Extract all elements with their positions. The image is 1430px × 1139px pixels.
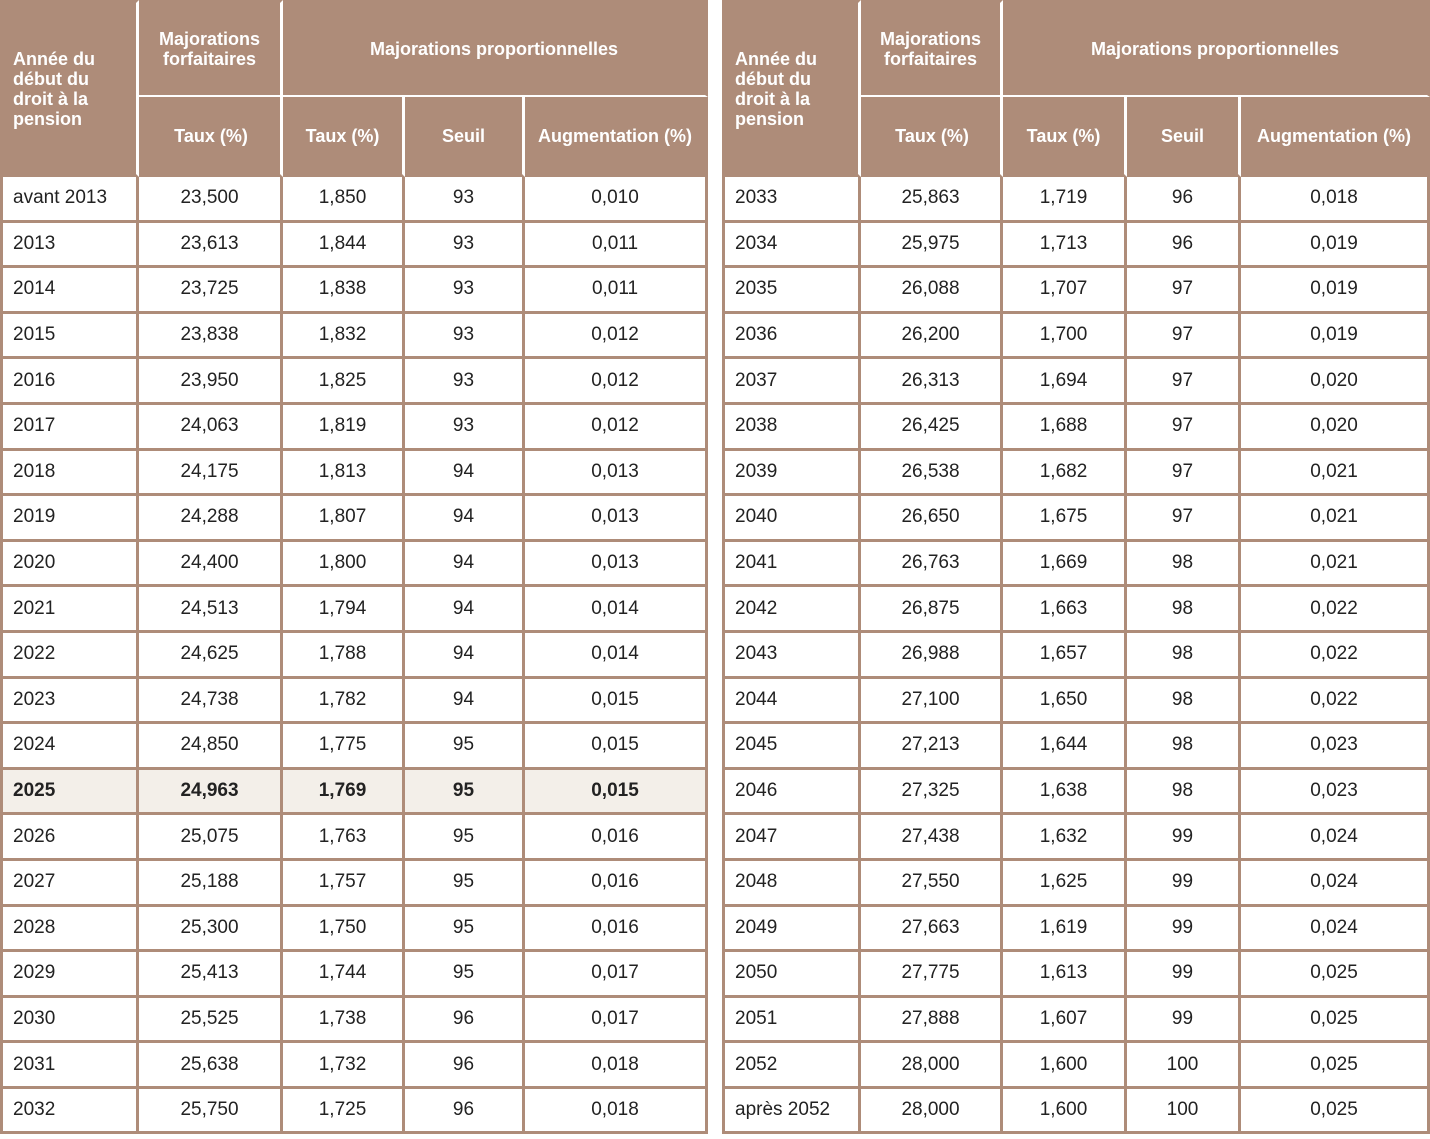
flat-rate-cell: 25,413 bbox=[139, 952, 283, 998]
flat-rate-cell: 24,963 bbox=[139, 770, 283, 816]
year-cell: 2033 bbox=[722, 177, 861, 223]
table-row bbox=[0, 1043, 708, 1089]
table-row bbox=[722, 998, 1430, 1044]
increase-cell: 0,015 bbox=[525, 724, 708, 770]
flat-header: Majorations forfaitaires bbox=[861, 0, 1003, 97]
table-row bbox=[0, 998, 708, 1044]
year-cell: 2032 bbox=[0, 1089, 139, 1135]
year-cell: 2038 bbox=[722, 405, 861, 451]
table-row bbox=[0, 405, 708, 451]
prop-rate-cell: 1,619 bbox=[1003, 907, 1127, 953]
year-cell: 2039 bbox=[722, 451, 861, 497]
table-row bbox=[0, 542, 708, 588]
prop-rate-cell: 1,663 bbox=[1003, 587, 1127, 633]
year-cell: 2024 bbox=[0, 724, 139, 770]
threshold-cell: 93 bbox=[405, 314, 525, 360]
increase-cell: 0,013 bbox=[525, 496, 708, 542]
threshold-cell: 93 bbox=[405, 405, 525, 451]
flat-rate-cell: 25,750 bbox=[139, 1089, 283, 1135]
flat-rate-cell: 26,538 bbox=[861, 451, 1003, 497]
increase-cell: 0,016 bbox=[525, 907, 708, 953]
increase-cell: 0,015 bbox=[525, 770, 708, 816]
table-row bbox=[722, 314, 1430, 360]
flat-rate-cell: 28,000 bbox=[861, 1043, 1003, 1089]
prop-rate-cell: 1,613 bbox=[1003, 952, 1127, 998]
increase-cell: 0,025 bbox=[1241, 1043, 1430, 1089]
prop-rate-cell: 1,775 bbox=[283, 724, 405, 770]
flat-rate-cell: 27,888 bbox=[861, 998, 1003, 1044]
increase-cell: 0,011 bbox=[525, 268, 708, 314]
year-cell: 2036 bbox=[722, 314, 861, 360]
threshold-cell: 98 bbox=[1127, 542, 1241, 588]
threshold-cell: 93 bbox=[405, 177, 525, 223]
prop-rate-cell: 1,844 bbox=[283, 223, 405, 269]
flat-rate-cell: 26,088 bbox=[861, 268, 1003, 314]
prop-rate-cell: 1,682 bbox=[1003, 451, 1127, 497]
year-cell: 2035 bbox=[722, 268, 861, 314]
prop-rate-cell: 1,738 bbox=[283, 998, 405, 1044]
table-row bbox=[0, 952, 708, 998]
table-row bbox=[0, 496, 708, 542]
increase-cell: 0,024 bbox=[1241, 907, 1430, 953]
increase-cell: 0,018 bbox=[525, 1043, 708, 1089]
threshold-cell: 99 bbox=[1127, 907, 1241, 953]
prop-rate-cell: 1,788 bbox=[283, 633, 405, 679]
year-cell: 2029 bbox=[0, 952, 139, 998]
year-header: Année du début du droit à la pension bbox=[0, 0, 139, 177]
year-cell: 2022 bbox=[0, 633, 139, 679]
prop-rate-cell: 1,838 bbox=[283, 268, 405, 314]
prop-rate-cell: 1,819 bbox=[283, 405, 405, 451]
flat-rate-cell: 27,438 bbox=[861, 815, 1003, 861]
table-row bbox=[722, 405, 1430, 451]
flat-rate-cell: 26,875 bbox=[861, 587, 1003, 633]
threshold-cell: 98 bbox=[1127, 587, 1241, 633]
year-cell: 2014 bbox=[0, 268, 139, 314]
flat-rate-cell: 25,525 bbox=[139, 998, 283, 1044]
increase-cell: 0,019 bbox=[1241, 223, 1430, 269]
table-row bbox=[722, 679, 1430, 725]
prop-rate-cell: 1,719 bbox=[1003, 177, 1127, 223]
prop-rate-cell: 1,600 bbox=[1003, 1043, 1127, 1089]
year-cell: après 2052 bbox=[722, 1089, 861, 1135]
flat-rate-header: Taux (%) bbox=[139, 97, 283, 177]
increase-cell: 0,012 bbox=[525, 405, 708, 451]
flat-rate-cell: 24,513 bbox=[139, 587, 283, 633]
prop-rate-cell: 1,794 bbox=[283, 587, 405, 633]
threshold-cell: 94 bbox=[405, 542, 525, 588]
table-row bbox=[722, 861, 1430, 907]
year-cell: 2037 bbox=[722, 359, 861, 405]
flat-rate-cell: 24,175 bbox=[139, 451, 283, 497]
year-cell: 2051 bbox=[722, 998, 861, 1044]
flat-rate-cell: 27,100 bbox=[861, 679, 1003, 725]
flat-rate-cell: 26,988 bbox=[861, 633, 1003, 679]
increase-cell: 0,021 bbox=[1241, 496, 1430, 542]
threshold-cell: 96 bbox=[1127, 177, 1241, 223]
threshold-cell: 97 bbox=[1127, 268, 1241, 314]
threshold-cell: 99 bbox=[1127, 952, 1241, 998]
threshold-cell: 100 bbox=[1127, 1043, 1241, 1089]
right-table-body bbox=[722, 177, 1430, 1134]
prop-rate-cell: 1,850 bbox=[283, 177, 405, 223]
table-row bbox=[0, 451, 708, 497]
flat-rate-cell: 26,425 bbox=[861, 405, 1003, 451]
prop-rate-cell: 1,763 bbox=[283, 815, 405, 861]
threshold-cell: 93 bbox=[405, 223, 525, 269]
flat-rate-cell: 24,850 bbox=[139, 724, 283, 770]
flat-rate-cell: 23,500 bbox=[139, 177, 283, 223]
prop-rate-cell: 1,632 bbox=[1003, 815, 1127, 861]
threshold-cell: 99 bbox=[1127, 998, 1241, 1044]
year-cell: 2023 bbox=[0, 679, 139, 725]
year-cell: 2047 bbox=[722, 815, 861, 861]
prop-rate-cell: 1,625 bbox=[1003, 861, 1127, 907]
threshold-cell: 97 bbox=[1127, 496, 1241, 542]
table-row bbox=[0, 633, 708, 679]
flat-rate-cell: 26,313 bbox=[861, 359, 1003, 405]
table-row bbox=[722, 359, 1430, 405]
prop-rate-cell: 1,750 bbox=[283, 907, 405, 953]
increase-header: Augmentation (%) bbox=[525, 97, 708, 177]
threshold-cell: 99 bbox=[1127, 861, 1241, 907]
flat-rate-cell: 23,950 bbox=[139, 359, 283, 405]
year-cell: 2018 bbox=[0, 451, 139, 497]
flat-rate-cell: 27,663 bbox=[861, 907, 1003, 953]
threshold-cell: 97 bbox=[1127, 405, 1241, 451]
flat-rate-cell: 23,838 bbox=[139, 314, 283, 360]
year-cell: 2044 bbox=[722, 679, 861, 725]
year-cell: 2015 bbox=[0, 314, 139, 360]
year-cell: 2027 bbox=[0, 861, 139, 907]
table-row bbox=[0, 770, 708, 816]
flat-rate-cell: 27,325 bbox=[861, 770, 1003, 816]
year-cell: 2049 bbox=[722, 907, 861, 953]
year-cell: 2030 bbox=[0, 998, 139, 1044]
prop-rate-cell: 1,600 bbox=[1003, 1089, 1127, 1135]
table-row bbox=[0, 815, 708, 861]
increase-cell: 0,019 bbox=[1241, 268, 1430, 314]
increase-cell: 0,016 bbox=[525, 861, 708, 907]
increase-cell: 0,013 bbox=[525, 542, 708, 588]
threshold-cell: 94 bbox=[405, 451, 525, 497]
increase-header: Augmentation (%) bbox=[1241, 97, 1430, 177]
prop-rate-header: Taux (%) bbox=[283, 97, 405, 177]
increase-cell: 0,018 bbox=[1241, 177, 1430, 223]
prop-rate-cell: 1,813 bbox=[283, 451, 405, 497]
increase-cell: 0,014 bbox=[525, 587, 708, 633]
flat-rate-cell: 27,213 bbox=[861, 724, 1003, 770]
prop-rate-cell: 1,807 bbox=[283, 496, 405, 542]
prop-rate-cell: 1,669 bbox=[1003, 542, 1127, 588]
flat-rate-cell: 24,625 bbox=[139, 633, 283, 679]
prop-rate-cell: 1,650 bbox=[1003, 679, 1127, 725]
flat-rate-cell: 25,300 bbox=[139, 907, 283, 953]
increase-cell: 0,023 bbox=[1241, 770, 1430, 816]
threshold-cell: 96 bbox=[1127, 223, 1241, 269]
prop-rate-header: Taux (%) bbox=[1003, 97, 1127, 177]
threshold-cell: 95 bbox=[405, 861, 525, 907]
increase-cell: 0,020 bbox=[1241, 405, 1430, 451]
threshold-cell: 98 bbox=[1127, 679, 1241, 725]
table-row bbox=[722, 1043, 1430, 1089]
flat-rate-cell: 25,638 bbox=[139, 1043, 283, 1089]
increase-cell: 0,010 bbox=[525, 177, 708, 223]
threshold-header: Seuil bbox=[1127, 97, 1241, 177]
prop-rate-cell: 1,688 bbox=[1003, 405, 1127, 451]
increase-cell: 0,017 bbox=[525, 952, 708, 998]
prop-rate-cell: 1,707 bbox=[1003, 268, 1127, 314]
threshold-cell: 95 bbox=[405, 815, 525, 861]
flat-rate-cell: 26,763 bbox=[861, 542, 1003, 588]
threshold-cell: 93 bbox=[405, 359, 525, 405]
increase-cell: 0,022 bbox=[1241, 633, 1430, 679]
flat-rate-cell: 26,650 bbox=[861, 496, 1003, 542]
table-row bbox=[0, 1089, 708, 1135]
increase-cell: 0,021 bbox=[1241, 542, 1430, 588]
table-row bbox=[0, 907, 708, 953]
flat-rate-cell: 28,000 bbox=[861, 1089, 1003, 1135]
proportional-header: Majorations proportionnelles bbox=[1003, 0, 1430, 97]
table-row bbox=[722, 587, 1430, 633]
year-cell: avant 2013 bbox=[0, 177, 139, 223]
threshold-cell: 95 bbox=[405, 770, 525, 816]
prop-rate-cell: 1,832 bbox=[283, 314, 405, 360]
year-cell: 2013 bbox=[0, 223, 139, 269]
increase-cell: 0,014 bbox=[525, 633, 708, 679]
table-row bbox=[0, 679, 708, 725]
flat-rate-cell: 25,863 bbox=[861, 177, 1003, 223]
threshold-cell: 93 bbox=[405, 268, 525, 314]
right-table bbox=[722, 0, 1430, 1134]
year-cell: 2016 bbox=[0, 359, 139, 405]
threshold-cell: 95 bbox=[405, 724, 525, 770]
prop-rate-cell: 1,732 bbox=[283, 1043, 405, 1089]
table-row bbox=[722, 1089, 1430, 1135]
year-cell: 2031 bbox=[0, 1043, 139, 1089]
flat-rate-cell: 23,725 bbox=[139, 268, 283, 314]
year-cell: 2041 bbox=[722, 542, 861, 588]
prop-rate-cell: 1,713 bbox=[1003, 223, 1127, 269]
threshold-cell: 99 bbox=[1127, 815, 1241, 861]
prop-rate-cell: 1,825 bbox=[283, 359, 405, 405]
increase-cell: 0,024 bbox=[1241, 861, 1430, 907]
increase-cell: 0,025 bbox=[1241, 998, 1430, 1044]
year-cell: 2052 bbox=[722, 1043, 861, 1089]
threshold-cell: 98 bbox=[1127, 724, 1241, 770]
flat-rate-cell: 25,188 bbox=[139, 861, 283, 907]
increase-cell: 0,011 bbox=[525, 223, 708, 269]
threshold-cell: 96 bbox=[405, 1089, 525, 1135]
prop-rate-cell: 1,694 bbox=[1003, 359, 1127, 405]
increase-cell: 0,025 bbox=[1241, 1089, 1430, 1135]
prop-rate-cell: 1,769 bbox=[283, 770, 405, 816]
table-row bbox=[0, 268, 708, 314]
table-row bbox=[0, 177, 708, 223]
proportional-header: Majorations proportionnelles bbox=[283, 0, 708, 97]
increase-cell: 0,018 bbox=[525, 1089, 708, 1135]
year-cell: 2045 bbox=[722, 724, 861, 770]
prop-rate-cell: 1,800 bbox=[283, 542, 405, 588]
threshold-cell: 97 bbox=[1127, 451, 1241, 497]
threshold-cell: 94 bbox=[405, 587, 525, 633]
increase-cell: 0,020 bbox=[1241, 359, 1430, 405]
table-row bbox=[722, 223, 1430, 269]
flat-rate-cell: 27,550 bbox=[861, 861, 1003, 907]
prop-rate-cell: 1,657 bbox=[1003, 633, 1127, 679]
year-cell: 2048 bbox=[722, 861, 861, 907]
increase-cell: 0,022 bbox=[1241, 587, 1430, 633]
table-row bbox=[722, 496, 1430, 542]
flat-rate-cell: 25,075 bbox=[139, 815, 283, 861]
flat-rate-cell: 25,975 bbox=[861, 223, 1003, 269]
flat-rate-cell: 26,200 bbox=[861, 314, 1003, 360]
increase-cell: 0,025 bbox=[1241, 952, 1430, 998]
prop-rate-cell: 1,607 bbox=[1003, 998, 1127, 1044]
table-row bbox=[722, 542, 1430, 588]
threshold-cell: 98 bbox=[1127, 633, 1241, 679]
table-row bbox=[722, 177, 1430, 223]
threshold-cell: 95 bbox=[405, 907, 525, 953]
flat-rate-cell: 27,775 bbox=[861, 952, 1003, 998]
threshold-cell: 94 bbox=[405, 633, 525, 679]
left-table-body bbox=[0, 177, 708, 1134]
year-cell: 2028 bbox=[0, 907, 139, 953]
table-row bbox=[0, 861, 708, 907]
threshold-cell: 100 bbox=[1127, 1089, 1241, 1135]
prop-rate-cell: 1,675 bbox=[1003, 496, 1127, 542]
year-cell: 2034 bbox=[722, 223, 861, 269]
increase-cell: 0,017 bbox=[525, 998, 708, 1044]
prop-rate-cell: 1,782 bbox=[283, 679, 405, 725]
threshold-cell: 95 bbox=[405, 952, 525, 998]
flat-rate-cell: 23,613 bbox=[139, 223, 283, 269]
table-row bbox=[722, 815, 1430, 861]
year-cell: 2050 bbox=[722, 952, 861, 998]
increase-cell: 0,015 bbox=[525, 679, 708, 725]
left-table bbox=[0, 0, 708, 1134]
year-cell: 2040 bbox=[722, 496, 861, 542]
prop-rate-cell: 1,725 bbox=[283, 1089, 405, 1135]
flat-rate-header: Taux (%) bbox=[861, 97, 1003, 177]
increase-cell: 0,023 bbox=[1241, 724, 1430, 770]
table-row bbox=[722, 451, 1430, 497]
prop-rate-cell: 1,744 bbox=[283, 952, 405, 998]
table-row bbox=[722, 952, 1430, 998]
table-row bbox=[722, 770, 1430, 816]
increase-cell: 0,021 bbox=[1241, 451, 1430, 497]
increase-cell: 0,012 bbox=[525, 314, 708, 360]
threshold-cell: 96 bbox=[405, 998, 525, 1044]
year-cell: 2042 bbox=[722, 587, 861, 633]
year-cell: 2046 bbox=[722, 770, 861, 816]
threshold-cell: 94 bbox=[405, 679, 525, 725]
table-row bbox=[0, 724, 708, 770]
year-cell: 2020 bbox=[0, 542, 139, 588]
flat-header: Majorations forfaitaires bbox=[139, 0, 283, 97]
year-cell: 2025 bbox=[0, 770, 139, 816]
table-row bbox=[0, 359, 708, 405]
threshold-cell: 97 bbox=[1127, 314, 1241, 360]
year-cell: 2043 bbox=[722, 633, 861, 679]
year-cell: 2021 bbox=[0, 587, 139, 633]
year-header: Année du début du droit à la pension bbox=[722, 0, 861, 177]
year-cell: 2019 bbox=[0, 496, 139, 542]
year-cell: 2017 bbox=[0, 405, 139, 451]
flat-rate-cell: 24,738 bbox=[139, 679, 283, 725]
table-row bbox=[0, 314, 708, 360]
table-row bbox=[722, 724, 1430, 770]
table-row bbox=[722, 907, 1430, 953]
increase-cell: 0,016 bbox=[525, 815, 708, 861]
flat-rate-cell: 24,288 bbox=[139, 496, 283, 542]
threshold-cell: 97 bbox=[1127, 359, 1241, 405]
prop-rate-cell: 1,638 bbox=[1003, 770, 1127, 816]
increase-cell: 0,022 bbox=[1241, 679, 1430, 725]
flat-rate-cell: 24,400 bbox=[139, 542, 283, 588]
prop-rate-cell: 1,700 bbox=[1003, 314, 1127, 360]
threshold-cell: 98 bbox=[1127, 770, 1241, 816]
increase-cell: 0,024 bbox=[1241, 815, 1430, 861]
increase-cell: 0,012 bbox=[525, 359, 708, 405]
threshold-cell: 94 bbox=[405, 496, 525, 542]
table-row bbox=[0, 223, 708, 269]
table-row bbox=[0, 587, 708, 633]
prop-rate-cell: 1,757 bbox=[283, 861, 405, 907]
year-cell: 2026 bbox=[0, 815, 139, 861]
increase-cell: 0,019 bbox=[1241, 314, 1430, 360]
threshold-cell: 96 bbox=[405, 1043, 525, 1089]
table-row bbox=[722, 633, 1430, 679]
threshold-header: Seuil bbox=[405, 97, 525, 177]
increase-cell: 0,013 bbox=[525, 451, 708, 497]
prop-rate-cell: 1,644 bbox=[1003, 724, 1127, 770]
table-row bbox=[722, 268, 1430, 314]
flat-rate-cell: 24,063 bbox=[139, 405, 283, 451]
